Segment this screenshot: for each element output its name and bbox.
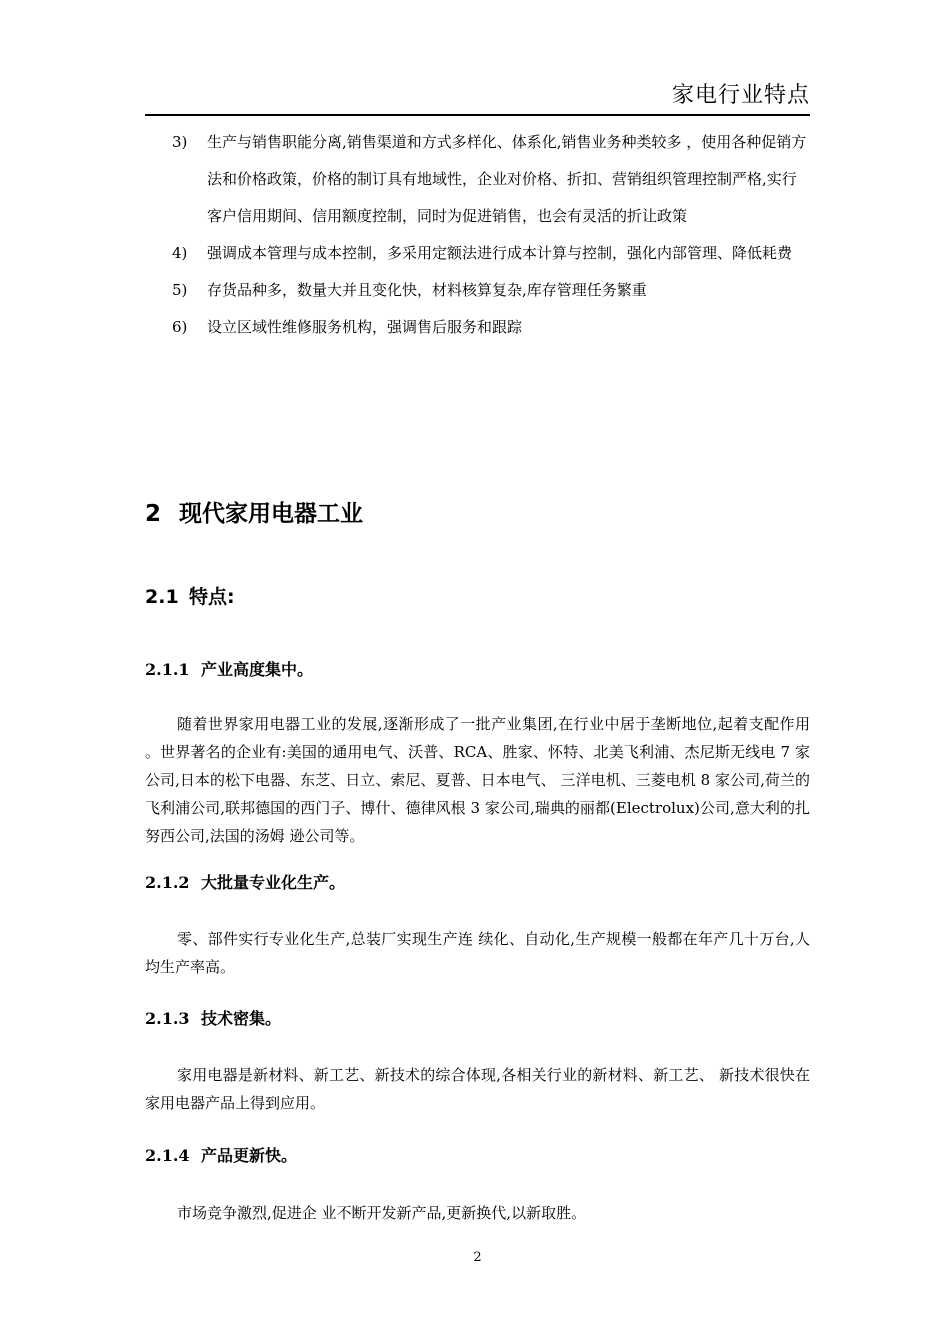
- subsubsection-heading: [145, 657, 313, 680]
- subsubsection-title: 大批量专业化生产。: [201, 873, 346, 892]
- numbered-list: [145, 124, 810, 346]
- body-paragraph: 随着世界家用电器工业的发展,逐渐形成了一批产业集团,在行业中居于垄断地位,起着支配作用 。世界著名的企业有:美国的通用电气、沃普、RCA、胜家、怀特、北美飞利浦、杰尼斯无线电 7 家公司,日本的松下电器、东芝、日立、索尼、夏普、日本电气、 三洋电机、三菱电机 8 家公司,荷兰的飞利浦公司,联邦德国的西门子、博什、德律风根 3 家公司,瑞典的丽都(Electrolux)公司,意大利的扎努西公司,法国的汤姆 逊公司等。: [145, 715, 810, 845]
- subsubsection-title: 产业高度集中。: [201, 660, 314, 679]
- body-paragraph: 零、部件实行专业化生产,总装厂实现生产连 续化、自动化,生产规模一般都在年产几十万台,人均生产率高。: [145, 930, 810, 976]
- subsubsection-heading: [145, 1143, 297, 1166]
- list-item-text: 生产与销售职能分离,销售渠道和方式多样化、体系化,销售业务种类较多 ，使用各种促销方法和价格政策，价格的制订具有地域性，企业对价格、折扣、营销组织管理控制严格,实行客户信用期间、信用额度控制，同时为促进销售，也会有灵活的折让政策: [207, 133, 807, 225]
- list-item-number: 5): [172, 281, 188, 299]
- subsubsection-number: 2.1.4: [145, 1146, 190, 1165]
- subsubsection-number: 2.1.2: [145, 873, 190, 892]
- list-item-number: 4): [172, 244, 188, 262]
- list-item: [145, 124, 810, 235]
- section-heading: [145, 495, 363, 528]
- list-item-text: 设立区域性维修服务机构，强调售后服务和跟踪: [207, 318, 523, 336]
- subsection-title: 特点:: [189, 586, 235, 608]
- body-paragraph: 家用电器是新材料、新工艺、新技术的综合体现,各相关行业的新材料、新工艺、 新技术很快在家用电器产品上得到应用。: [145, 1066, 810, 1112]
- list-item: [145, 309, 810, 346]
- list-item-text: 存货品种多，数量大并且变化快，材料核算复杂,库存管理任务繁重: [207, 281, 647, 299]
- subsubsection-number: 2.1.3: [145, 1009, 190, 1028]
- section-title: 现代家用电器工业: [179, 501, 363, 527]
- running-header: 家电行业特点: [671, 83, 810, 108]
- section-number: 2: [145, 501, 162, 527]
- list-item-text: 强调成本管理与成本控制，多采用定额法进行成本计算与控制，强化内部管理、降低耗费: [207, 244, 793, 262]
- list-item-number: 3): [172, 133, 188, 151]
- subsubsection-number: 2.1.1: [145, 660, 190, 679]
- subsubsection-heading: [145, 1006, 281, 1029]
- subsubsection-title: 产品更新快。: [201, 1146, 298, 1165]
- list-item-number: 6): [172, 318, 188, 336]
- list-item: [145, 235, 810, 272]
- subsubsection-title: 技术密集。: [201, 1009, 282, 1028]
- page-number: 2: [473, 1250, 482, 1265]
- subsection-number: 2.1: [145, 586, 179, 608]
- header-rule: [145, 114, 810, 116]
- subsubsection-heading: [145, 870, 345, 893]
- list-item: [145, 272, 810, 309]
- body-paragraph: 市场竞争激烈,促进企 业不断开发新产品,更新换代,以新取胜。: [177, 1204, 587, 1222]
- subsection-heading: [145, 582, 235, 609]
